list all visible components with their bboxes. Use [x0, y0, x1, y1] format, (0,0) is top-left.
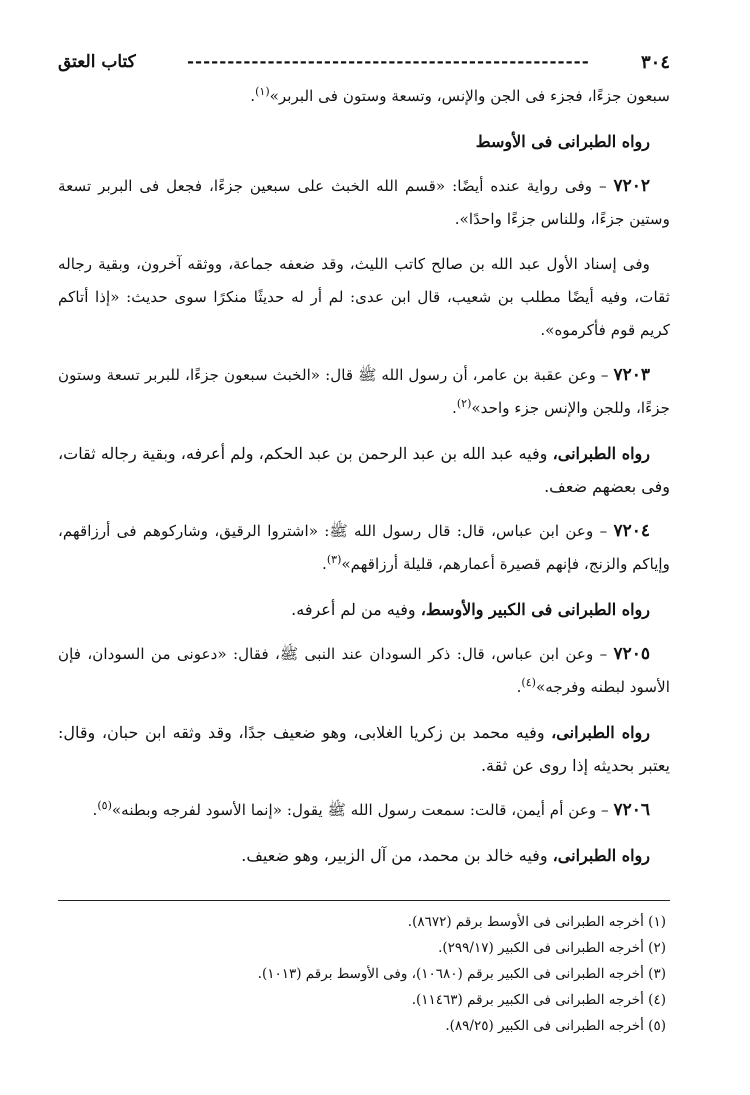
hadith-number: ٧٢٠٥: [613, 644, 650, 664]
page-number: ٣٠٤: [640, 51, 670, 73]
hadith-text: – وعن ابن عباس، قال: قال رسول الله ﷺ: «اشتروا الرقيق، وشاركوهم فى أرزاقهم، وإياكم والزنج، فإنهم قصيرة أعمارهم، قليلة أرزاقهم»: [58, 522, 670, 573]
paragraph-end: .: [516, 678, 522, 696]
footnote-marker: (٥): [97, 798, 112, 812]
hadith-number: ٧٢٠٦: [613, 800, 650, 820]
source-note: [58, 125, 670, 158]
source-note: [58, 716, 670, 782]
paragraph-text: سبعون جزءًا، فجزء فى الجن والإنس، وتسعة وستون فى البربر»: [269, 87, 670, 105]
footnote-marker: (٢): [456, 396, 472, 410]
source-label: رواه الطبرانى،: [551, 723, 650, 742]
hadith-text: – وفى رواية عنده أيضًا: «قسم الله الخبث على سبعين جزءًا، فجعل فى البربر تسعة وستين جزءًا، وللناس جزءًا واحدًا».: [58, 177, 670, 228]
source-text: وفيه عبد الله بن عبد الرحمن بن عبد الحكم، ولم أعرفه، وبقية رجاله ثقات، وفى بعضهم ضعف.: [58, 444, 670, 496]
footnote-5: (٥) أخرجه الطبرانى فى الكبير (٨٩/٢٥).: [445, 1018, 666, 1034]
source-text: وفيه من لم أعرفه.: [291, 600, 421, 619]
source-text: رواه الطبرانى فى الأوسط: [475, 132, 650, 151]
hadith-7205: [58, 638, 670, 704]
commentary-text: وفى إسناد الأول عبد الله بن صالح كاتب الليث، وقد ضعفه جماعة، ووثقه آخرون، وبقية رجاله ثقات، وفيه أيضًا مطلب بن شعيب، قال ابن عدى: لم أر له حديثًا منكرًا سوى حديث: «إذا أتاكم كريم قوم فأكرموه».: [58, 255, 670, 339]
source-note: [58, 437, 670, 503]
book-page: [58, 44, 670, 1074]
footnote-3: (٣) أخرجه الطبرانى فى الكبير برقم (١٠٦٨٠)، وفى الأوسط برقم (١٠١٣).: [257, 966, 666, 982]
paragraph-continuation: [58, 80, 670, 113]
running-header: [58, 44, 670, 80]
footnote-1: (١) أخرجه الطبرانى فى الأوسط برقم (٨٦٧٢).: [407, 914, 666, 930]
footnote-divider: [58, 900, 670, 901]
footnote-marker: (١): [255, 84, 270, 98]
source-note: [58, 839, 670, 872]
paragraph-end: .: [452, 399, 457, 417]
footnote-4: (٤) أخرجه الطبرانى فى الكبير برقم (١١٤٦٣).: [411, 992, 666, 1008]
hadith-text: – وعن ابن عباس، قال: ذكر السودان عند النبى ﷺ، فقال: «دعونى من السودان، فإن الأسود لبطنه وفرجه»: [58, 645, 670, 696]
source-label: رواه الطبرانى،: [552, 444, 651, 463]
main-text: [58, 80, 670, 872]
book-title: كتاب العتق: [58, 52, 136, 72]
source-text: وفيه خالد بن محمد، من آل الزبير، وهو ضعيف.: [241, 846, 553, 865]
source-label: رواه الطبرانى،: [552, 846, 650, 865]
hadith-number: ٧٢٠٣: [613, 365, 650, 385]
paragraph-end: .: [322, 555, 327, 573]
footnote-marker: (٣): [326, 552, 342, 566]
footnote-marker: (٤): [521, 675, 536, 689]
source-text: وفيه محمد بن زكريا الغلابى، وهو ضعيف جدًا، وقد وثقه ابن حبان، وقال: يعتبر بحديثه إذا روى عن ثقة.: [58, 723, 670, 775]
hadith-number: ٧٢٠٢: [613, 176, 650, 196]
paragraph-end: .: [92, 801, 98, 819]
hadith-7202: [58, 170, 670, 236]
header-dash-rule: --------------------------------------------------: [186, 52, 590, 72]
hadith-text: – وعن أم أيمن، قالت: سمعت رسول الله ﷺ يقول: «إنما الأسود لفرجه وبطنه»: [111, 801, 614, 819]
hadith-7203: [58, 359, 670, 425]
commentary-paragraph: [58, 248, 670, 347]
footnote-2: (٢) أخرجه الطبرانى فى الكبير (٢٩٩/١٧).: [438, 940, 666, 956]
hadith-7204: [58, 515, 670, 581]
footnotes: [58, 909, 670, 1039]
source-note: [58, 593, 670, 626]
hadith-text: – وعن عقبة بن عامر، أن رسول الله ﷺ قال: «الخبث سبعون جزءًا، للبربر تسعة وستون جزءًا، وللجن والإنس جزء واحد»: [58, 366, 670, 417]
paragraph-end: .: [250, 87, 256, 105]
hadith-7206: [58, 794, 670, 827]
hadith-number: ٧٢٠٤: [613, 521, 650, 541]
source-label: رواه الطبرانى فى الكبير والأوسط،: [420, 600, 650, 619]
